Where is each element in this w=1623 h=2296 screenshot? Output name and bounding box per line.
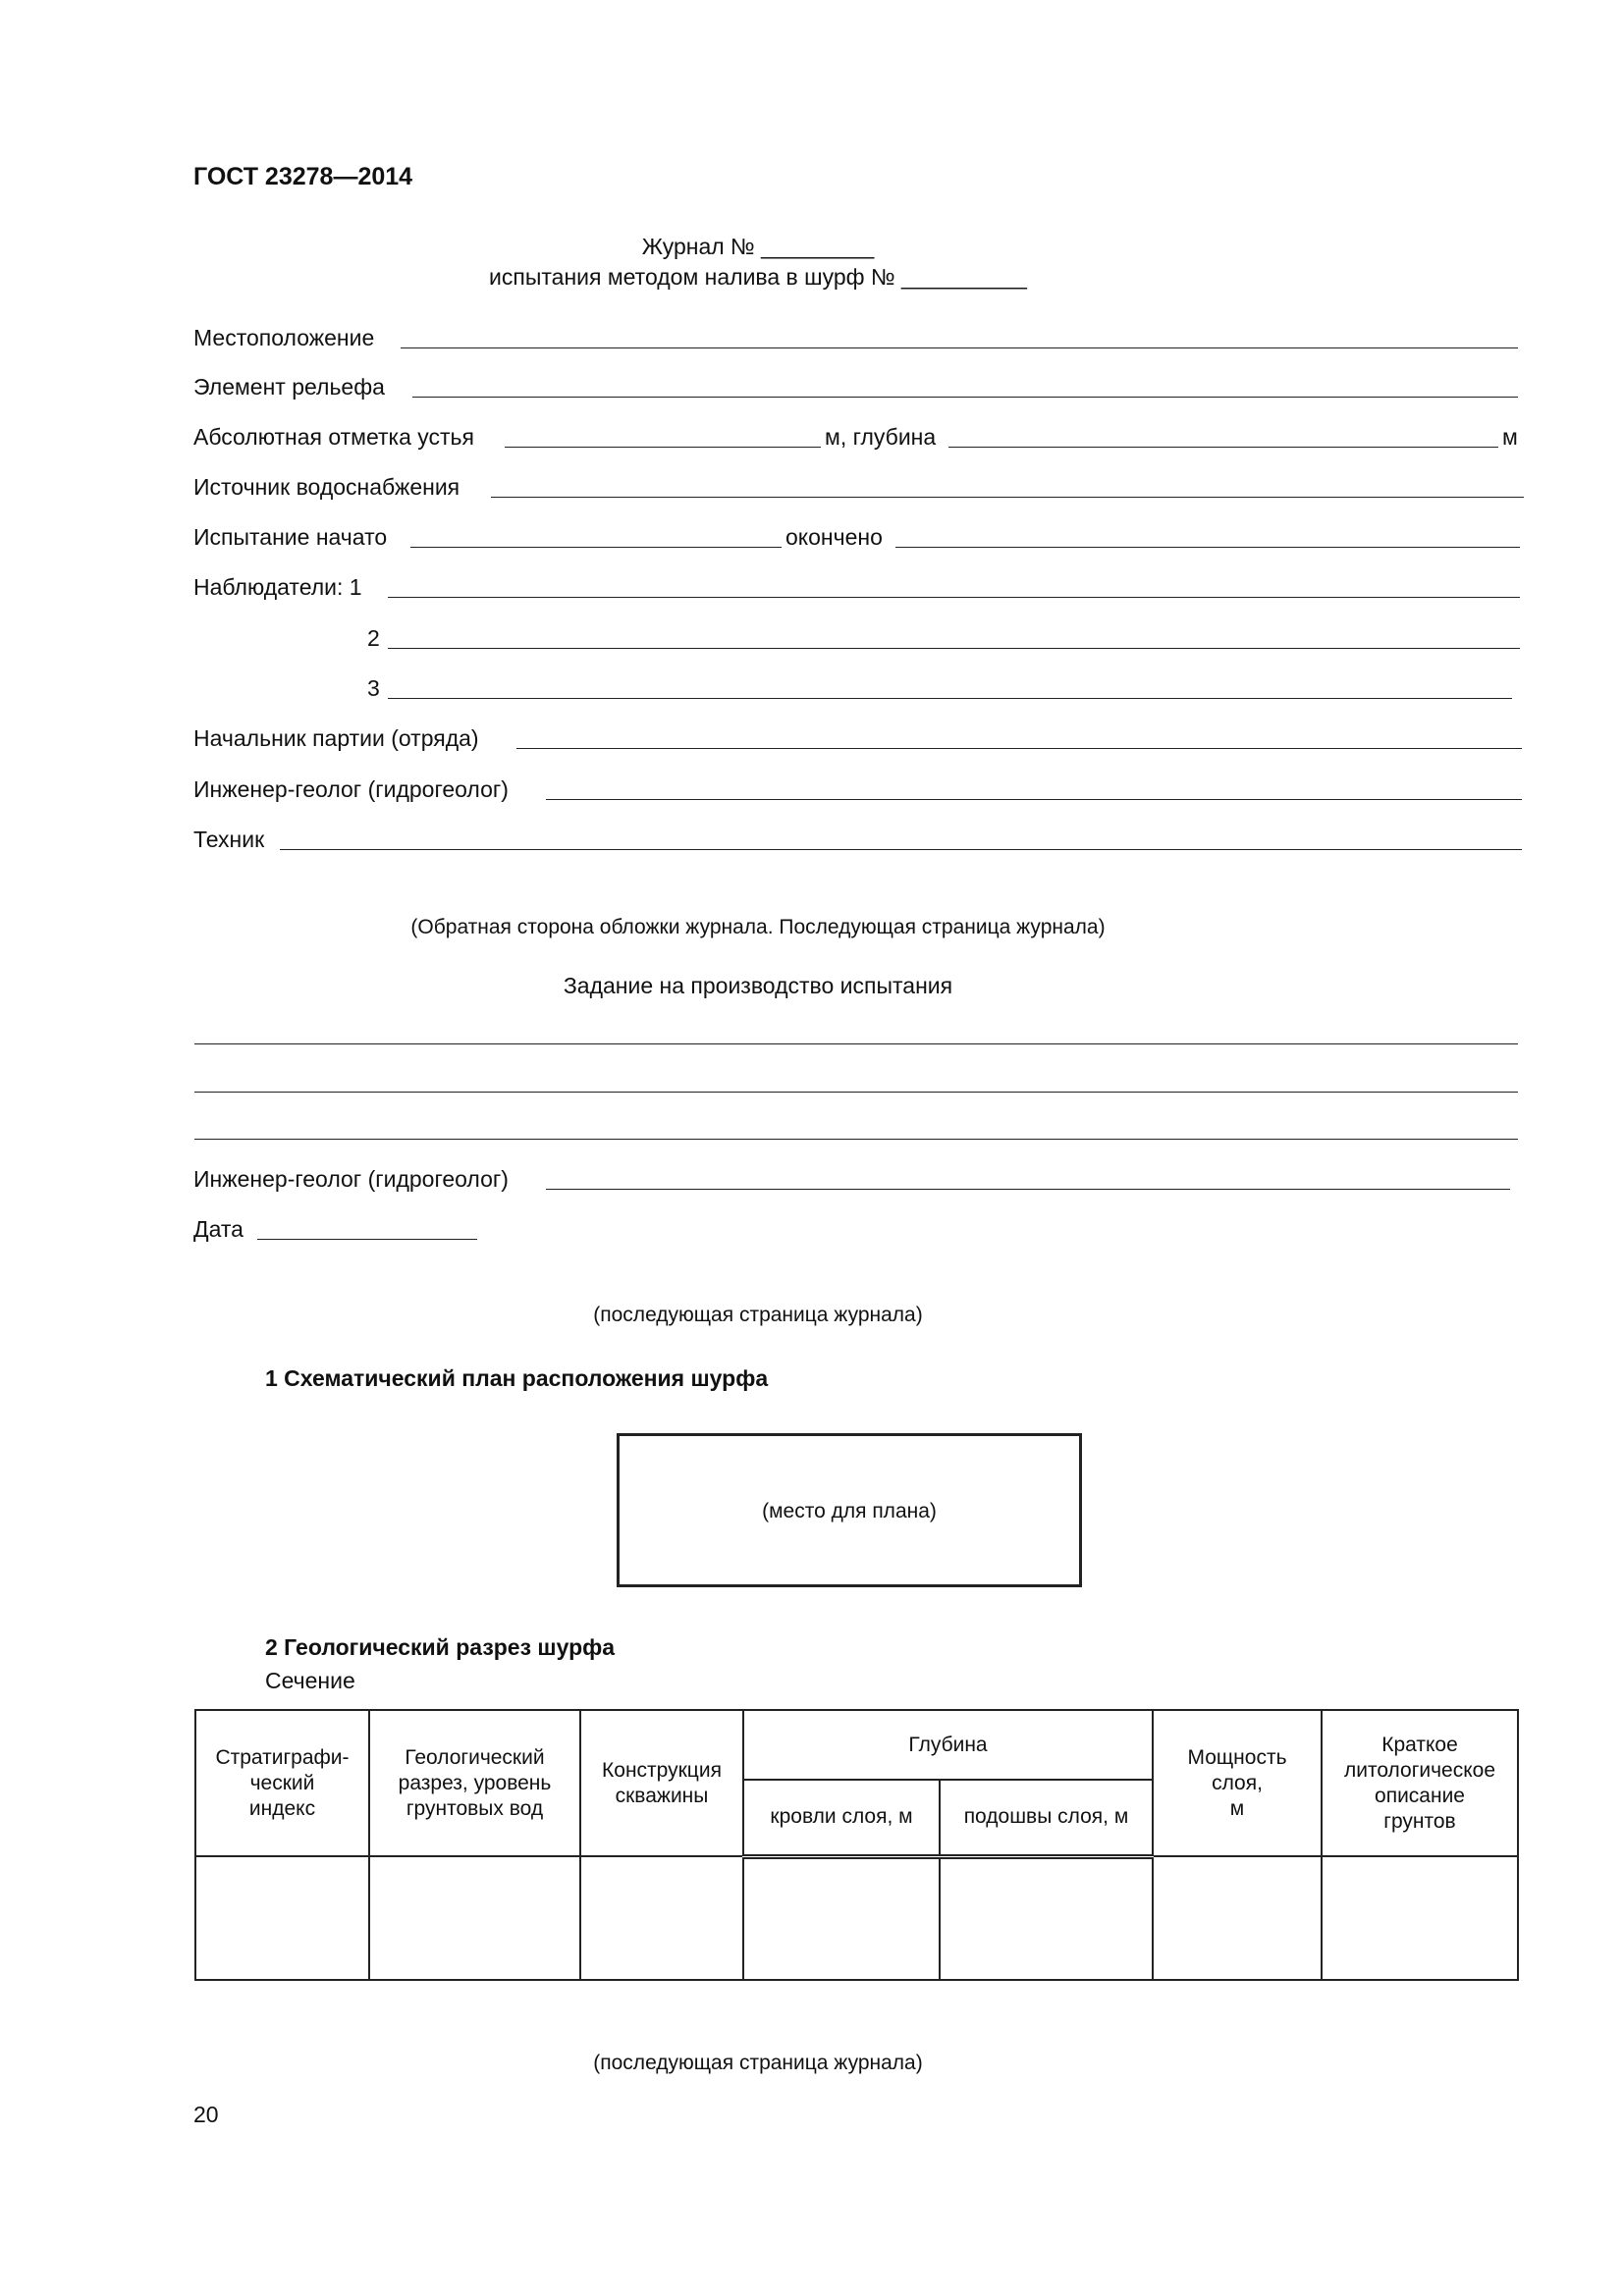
label-depth: м, глубина — [825, 424, 937, 450]
field-relief-line[interactable] — [412, 397, 1518, 398]
label-observers: Наблюдатели: 1 — [193, 574, 362, 600]
table-cell[interactable] — [195, 1856, 369, 1980]
table-row — [195, 1856, 1518, 1980]
col-header-lithology: Краткое литологическое описание грунтов — [1322, 1710, 1518, 1856]
col-header-layer-top: кровли слоя, м — [743, 1780, 940, 1856]
table-cell[interactable] — [743, 1856, 940, 1980]
table-cell[interactable] — [1153, 1856, 1322, 1980]
field-engineer-line[interactable] — [546, 799, 1522, 800]
task-title: Задание на производство испытания — [563, 973, 953, 998]
table-cell[interactable] — [369, 1856, 580, 1980]
label-observer2: 2 — [367, 625, 380, 651]
label-party-chief: Начальник партии (отряда) — [193, 725, 479, 751]
next-page-note-1: (последующая страница журнала) — [593, 1304, 923, 1326]
col-header-stratigraphic-index: Стратиграфи- ческий индекс — [195, 1710, 369, 1856]
col-header-well-construction: Конструкция скважины — [580, 1710, 743, 1856]
task-line-3[interactable] — [194, 1139, 1518, 1140]
table-cell[interactable] — [1322, 1856, 1518, 1980]
col-header-layer-thickness: Мощность слоя, м — [1153, 1710, 1322, 1856]
cover-note: (Обратная сторона обложки журнала. Последующая страница журнала) — [410, 916, 1106, 938]
field-test-started-line[interactable] — [410, 547, 782, 548]
section2-subtitle: Сечение — [265, 1668, 355, 1693]
label-observer3: 3 — [367, 675, 380, 701]
geological-section-table — [194, 1709, 1519, 1981]
task-label-date: Дата — [193, 1216, 243, 1242]
field-technician-line[interactable] — [280, 849, 1522, 850]
col-header-geological-section: Геологический разрез, уровень грунтовых вод — [369, 1710, 580, 1856]
task-line-2[interactable] — [194, 1092, 1518, 1093]
label-depth-unit: м — [1502, 424, 1518, 450]
field-test-finished-line[interactable] — [895, 547, 1520, 548]
table-cell[interactable] — [940, 1856, 1153, 1980]
document-standard-number: ГОСТ 23278—2014 — [193, 163, 413, 190]
page-number: 20 — [193, 2102, 219, 2127]
col-header-depth: Глубина — [743, 1710, 1153, 1780]
col-header-layer-bottom: подошвы слоя, м — [940, 1780, 1153, 1856]
plan-placeholder-box — [617, 1433, 1082, 1587]
label-technician: Техник — [193, 827, 265, 852]
table-cell[interactable] — [580, 1856, 743, 1980]
plan-placeholder-text: (место для плана) — [762, 1500, 937, 1522]
task-date-line[interactable] — [257, 1239, 477, 1240]
section2-title: 2 Геологический разрез шурфа — [265, 1634, 616, 1660]
label-location: Местоположение — [193, 325, 375, 350]
label-engineer: Инженер-геолог (гидрогеолог) — [193, 776, 509, 802]
journal-subtitle: испытания методом налива в шурф № __________ — [489, 264, 1027, 290]
field-depth-line[interactable] — [948, 447, 1498, 448]
next-page-note-2: (последующая страница журнала) — [593, 2052, 923, 2074]
field-observer2-line[interactable] — [388, 648, 1520, 649]
label-abs-mark: Абсолютная отметка устья — [193, 424, 474, 450]
label-relief: Элемент рельефа — [193, 374, 385, 400]
task-engineer-line[interactable] — [546, 1189, 1510, 1190]
label-test-started: Испытание начато — [193, 524, 388, 550]
field-location-line[interactable] — [401, 347, 1518, 348]
journal-title: Журнал № _________ — [641, 234, 875, 259]
field-party-chief-line[interactable] — [516, 748, 1522, 749]
field-abs-mark-line[interactable] — [505, 447, 821, 448]
task-label-engineer: Инженер-геолог (гидрогеолог) — [193, 1166, 509, 1192]
section1-title: 1 Схематический план расположения шурфа — [265, 1365, 769, 1391]
field-observer3-line[interactable] — [388, 698, 1512, 699]
label-test-finished: окончено — [785, 524, 883, 550]
task-line-1[interactable] — [194, 1043, 1518, 1044]
field-water-source-line[interactable] — [491, 497, 1524, 498]
field-observer1-line[interactable] — [388, 597, 1520, 598]
label-water-source: Источник водоснабжения — [193, 474, 460, 500]
